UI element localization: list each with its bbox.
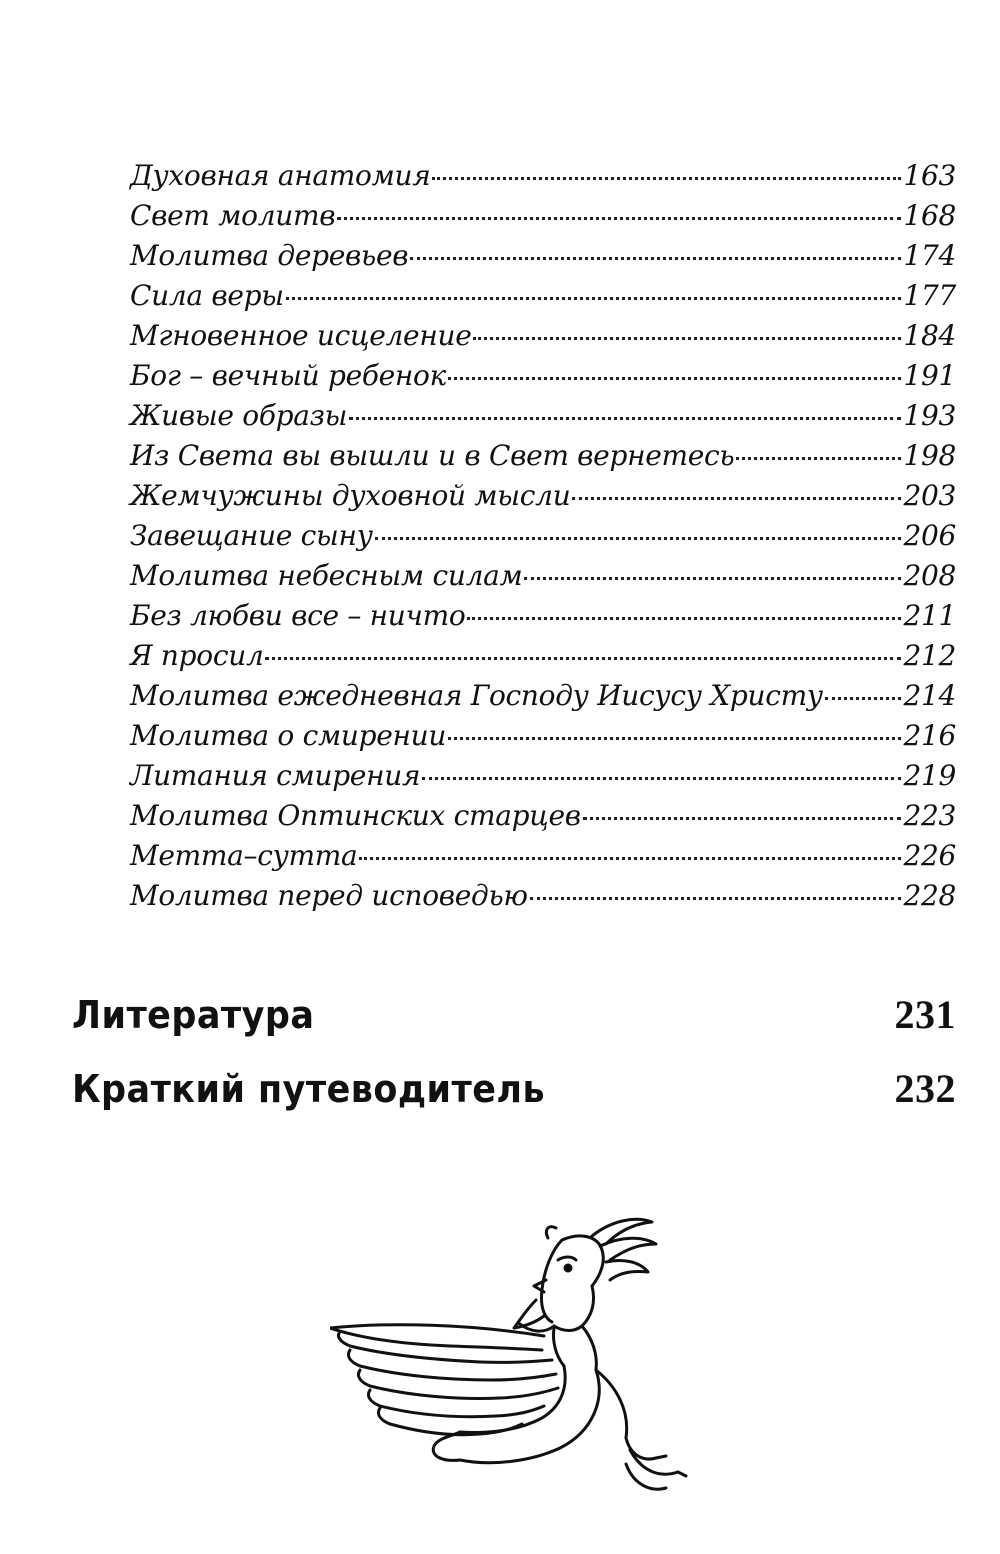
toc-entry[interactable] (130, 476, 956, 516)
toc-entry-title: Без любви все – ничто (130, 599, 466, 632)
toc-entry-title: Метта–сутта (130, 839, 358, 872)
toc-entry[interactable] (130, 756, 956, 796)
toc-entry[interactable] (130, 156, 956, 196)
toc-entry-page: 208 (903, 559, 956, 592)
toc-entry[interactable] (130, 356, 956, 396)
toc-major-entry[interactable] (72, 1052, 956, 1126)
dot-leader (337, 217, 901, 220)
dot-leader (448, 377, 901, 380)
toc-entry[interactable] (130, 236, 956, 276)
toc-major-title: Краткий путеводитель (72, 1067, 546, 1111)
toc-entry[interactable] (130, 276, 956, 316)
toc-entry-page: 163 (903, 159, 956, 192)
toc-entry-page: 191 (903, 359, 956, 392)
toc-entry-title: Молитва о смирении (130, 719, 447, 752)
toc-entry-page: 226 (903, 839, 956, 872)
toc-entry-page: 228 (903, 879, 956, 912)
dot-leader (473, 337, 901, 340)
toc-major-entry[interactable] (72, 978, 956, 1052)
toc-entry-title: Молитва перед исповедью (130, 879, 528, 912)
toc-entry-title: Свет молитв (130, 199, 336, 232)
toc-entry[interactable] (130, 556, 956, 596)
toc-entry-page: 219 (903, 759, 956, 792)
toc-entry-page: 203 (903, 479, 956, 512)
dot-leader (432, 177, 901, 180)
toc-entry-page: 177 (903, 279, 956, 312)
toc-entry[interactable] (130, 596, 956, 636)
toc-entry-page: 212 (903, 639, 956, 672)
toc-entry-page: 216 (903, 719, 956, 752)
dot-leader (265, 657, 901, 660)
dot-leader (825, 697, 902, 700)
dot-leader (448, 737, 901, 740)
toc-entry[interactable] (130, 316, 956, 356)
toc-entry-title: Молитва небесным силам (130, 559, 523, 592)
toc-entry-title: Бог – вечный ребенок (130, 359, 447, 392)
dot-leader (736, 457, 901, 460)
toc-entry-title: Духовная анатомия (130, 159, 431, 192)
toc-major-page: 231 (894, 992, 956, 1037)
sirin-bird-icon (330, 1210, 690, 1510)
toc-entry-page: 174 (903, 239, 956, 272)
dot-leader (572, 497, 901, 500)
toc-entry-title: Завещание сыну (130, 519, 373, 552)
toc-entry-title: Из Света вы вышли и в Свет вернетесь (130, 439, 735, 472)
toc-entry-page: 214 (903, 679, 956, 712)
toc-entry[interactable] (130, 196, 956, 236)
toc-entry-page: 198 (903, 439, 956, 472)
toc-entry-page: 211 (903, 599, 956, 632)
toc-entry-page: 206 (903, 519, 956, 552)
toc-entry[interactable] (130, 516, 956, 556)
toc-entry[interactable] (130, 636, 956, 676)
toc-entry-page: 168 (903, 199, 956, 232)
toc-entry[interactable] (130, 796, 956, 836)
dot-leader (524, 577, 901, 580)
toc-major-title: Литература (72, 993, 315, 1037)
toc-major-page: 232 (894, 1066, 956, 1111)
toc-entry-page: 193 (903, 399, 956, 432)
toc-entry-title: Молитва Оптинских старцев (130, 799, 581, 832)
dot-leader (410, 257, 901, 260)
toc-entry-title: Молитва ежедневная Господу Иисусу Христу (130, 679, 823, 712)
dot-leader (422, 777, 901, 780)
toc-list (130, 156, 956, 916)
dot-leader (349, 417, 901, 420)
toc-entry[interactable] (130, 836, 956, 876)
toc-entry-title: Литания смирения (130, 759, 421, 792)
toc-entry-title: Я просил (130, 639, 264, 672)
toc-entry[interactable] (130, 676, 956, 716)
toc-entry-title: Жемчужины духовной мысли (130, 479, 571, 512)
toc-entry-title: Сила веры (130, 279, 284, 312)
toc-entry[interactable] (130, 876, 956, 916)
dot-leader (583, 817, 902, 820)
toc-entry-title: Мгновенное исцеление (130, 319, 472, 352)
toc-entry[interactable] (130, 436, 956, 476)
toc-entry-title: Живые образы (130, 399, 348, 432)
dot-leader (530, 897, 902, 900)
toc-entry-page: 184 (903, 319, 956, 352)
dot-leader (359, 857, 901, 860)
toc-entry-title: Молитва деревьев (130, 239, 409, 272)
toc-entry[interactable] (130, 396, 956, 436)
toc-entry-page: 223 (903, 799, 956, 832)
dot-leader (375, 537, 902, 540)
toc-major-sections (72, 978, 956, 1126)
toc-entry[interactable] (130, 716, 956, 756)
dot-leader (467, 617, 901, 620)
dot-leader (286, 297, 902, 300)
